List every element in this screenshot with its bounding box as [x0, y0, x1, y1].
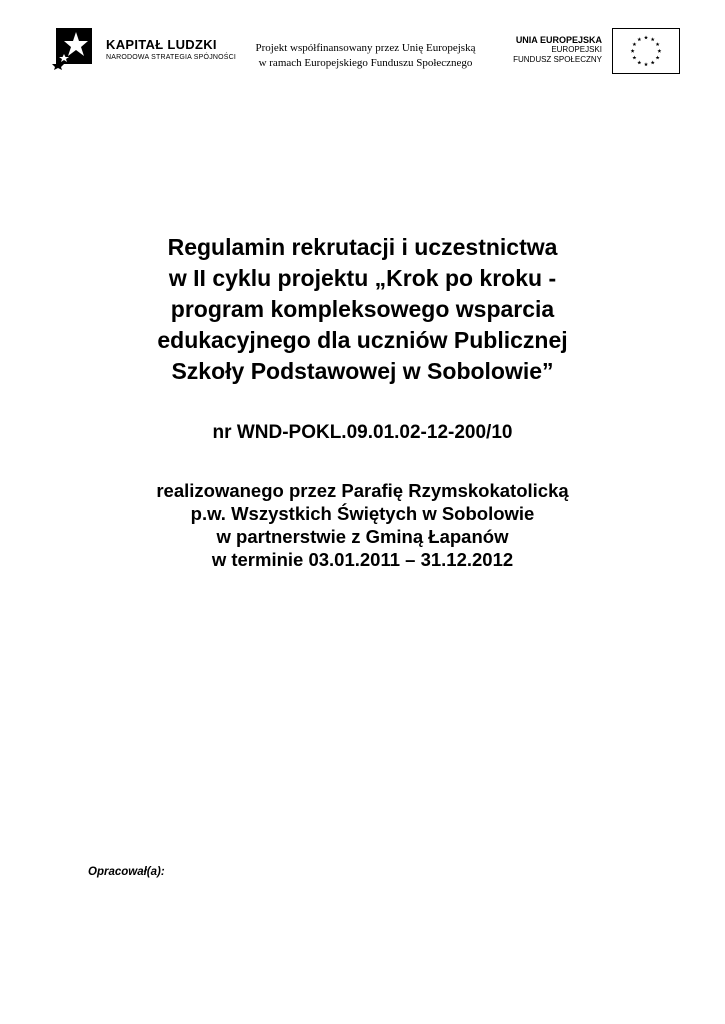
- implementation-line: realizowanego przez Parafię Rzymskokatolicką: [156, 480, 569, 501]
- kapital-ludzki-logo: [52, 24, 252, 74]
- eu-logo-text: [470, 35, 602, 65]
- eu-flag-stars-icon: [612, 28, 680, 74]
- cofinancing-line: Projekt współfinansowany przez Unię Europejską: [255, 42, 476, 54]
- implementation-line: p.w. Wszystkich Świętych w Sobolowie: [190, 503, 535, 524]
- eu-star: [637, 60, 641, 64]
- eu-star: [644, 36, 648, 40]
- eu-star: [651, 60, 655, 64]
- eu-fund-line: EUROPEJSKI: [551, 45, 602, 54]
- eu-star: [637, 37, 641, 41]
- implementation-line: w partnerstwie z Gminą Łapanów: [216, 526, 509, 547]
- document-title: [0, 232, 725, 387]
- eu-star: [656, 42, 660, 46]
- author-label: Opracował(a):: [88, 866, 165, 878]
- kapital-ludzki-star-icon: [52, 24, 98, 70]
- implementation-info: [0, 479, 725, 571]
- eu-name: UNIA EUROPEJSKA: [515, 35, 602, 45]
- eu-fund-line: FUNDUSZ SPOŁECZNY: [513, 55, 602, 64]
- title-line: w II cyklu projektu „Krok po kroku -: [168, 265, 557, 291]
- eu-star: [657, 49, 661, 53]
- eu-star: [632, 56, 636, 60]
- implementation-line: w terminie 03.01.2011 – 31.12.2012: [211, 549, 514, 570]
- project-number: nr WND-POKL.09.01.02-12-200/10: [212, 422, 513, 443]
- title-line: Szkoły Podstawowej w Sobolowie”: [171, 358, 554, 384]
- eu-star: [656, 56, 660, 60]
- eu-star: [644, 62, 648, 66]
- page-header: [0, 0, 725, 90]
- title-line: edukacyjnego dla uczniów Publicznej: [157, 327, 568, 353]
- eu-star: [631, 49, 635, 53]
- title-line: program kompleksowego wsparcia: [170, 296, 555, 322]
- eu-star: [632, 42, 636, 46]
- kapital-ludzki-subtitle: NARODOWA STRATEGIA SPÓJNOŚCI: [106, 54, 237, 61]
- kapital-ludzki-title: KAPITAŁ LUDZKI: [106, 37, 217, 52]
- eu-star: [651, 37, 655, 41]
- cofinancing-note: [238, 41, 493, 71]
- document-body: [0, 232, 725, 571]
- cofinancing-line: w ramach Europejskiego Funduszu Społecznego: [258, 57, 473, 69]
- title-line: Regulamin rekrutacji i uczestnictwa: [167, 234, 558, 260]
